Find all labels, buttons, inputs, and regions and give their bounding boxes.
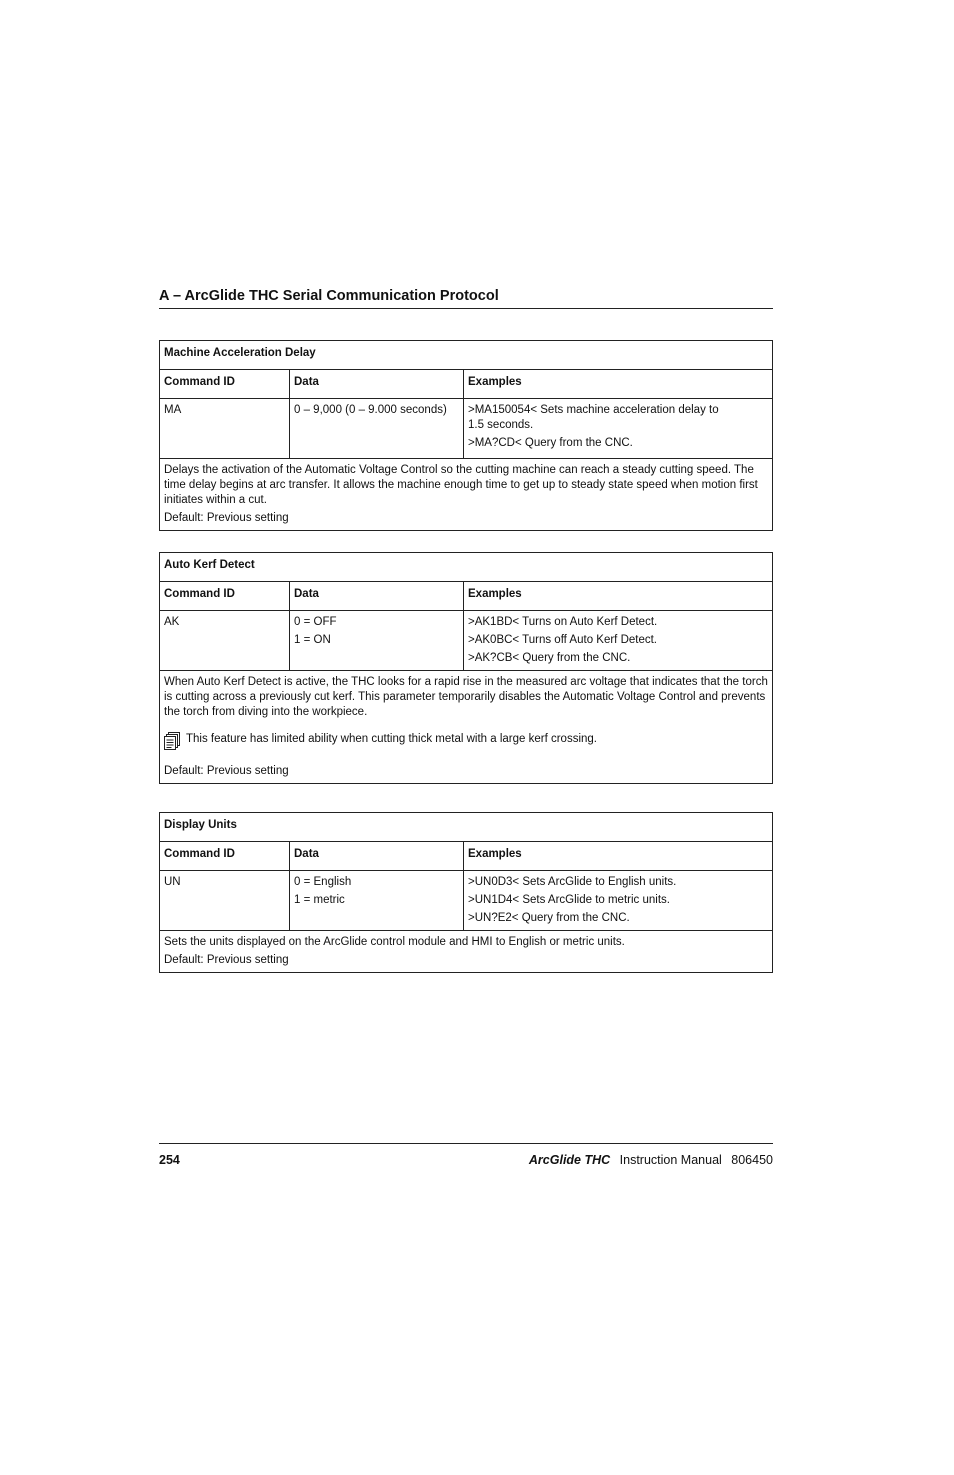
examples-cell [464,871,773,931]
page-number: 254 [159,1153,180,1167]
header-examples: Examples [464,582,773,611]
default-text: Default: Previous setting [164,765,289,777]
description-text: Delays the activation of the Automatic Voltage Control so the cutting machine can reach a steady cutting speed. The time delay begins at arc transfer. It allows the machine enough time to get up to steady state speed when motion first initiates within a cut. [164,464,758,506]
table-machine-acceleration-delay [159,340,773,531]
table-title: Display Units [160,813,773,842]
command-id-cell: MA [160,399,290,459]
header-command-id: Command ID [160,842,290,871]
default-text: Default: Previous setting [164,954,289,966]
table-auto-kerf-detect [159,552,773,784]
example-line: >AK?CB< Query from the CNC. [468,652,631,664]
example-line: >UN?E2< Query from the CNC. [468,912,630,924]
section-title: A – ArcGlide THC Serial Communication Protocol [159,288,499,304]
data-cell [290,399,464,459]
example-line: >AK0BC< Turns off Auto Kerf Detect. [468,634,658,646]
example-line: >MA150054< Sets machine acceleration delay to 1.5 seconds. [468,404,719,431]
data-cell [290,611,464,671]
header-examples: Examples [464,842,773,871]
example-line: >UN1D4< Sets ArcGlide to metric units. [468,894,670,906]
header-data: Data [290,842,464,871]
table-display-units [159,812,773,973]
page-footer [159,1143,773,1167]
description-cell [160,931,773,973]
example-line: >UN0D3< Sets ArcGlide to English units. [468,876,677,888]
description-cell [160,671,773,784]
examples-cell [464,611,773,671]
data-value: 0 – 9,000 (0 – 9.000 seconds) [294,404,447,416]
data-cell [290,871,464,931]
command-id-cell: UN [160,871,290,931]
data-value: 1 = metric [294,894,345,906]
default-text: Default: Previous setting [164,512,289,524]
header-command-id: Command ID [160,582,290,611]
part-number: 806450 [731,1153,773,1167]
product-name: ArcGlide THC [528,1153,611,1167]
command-id-cell: AK [160,611,290,671]
description-cell [160,459,773,531]
note-text: This feature has limited ability when cutting thick metal with a large kerf crossing. [186,733,597,745]
example-line: >AK1BD< Turns on Auto Kerf Detect. [468,616,658,628]
data-value: 1 = ON [294,634,331,646]
header-data: Data [290,582,464,611]
header-examples: Examples [464,370,773,399]
note-icon [164,732,180,750]
note [164,732,768,750]
page-header [159,288,773,309]
data-value: 0 = English [294,876,352,888]
description-text: Sets the units displayed on the ArcGlide control module and HMI to English or metric units. [164,936,625,948]
data-value: 0 = OFF [294,616,337,628]
footer-title [523,1153,773,1167]
table-title: Auto Kerf Detect [160,553,773,582]
header-data: Data [290,370,464,399]
header-command-id: Command ID [160,370,290,399]
examples-cell [464,399,773,459]
manual-label: Instruction Manual [619,1153,722,1167]
table-title: Machine Acceleration Delay [160,341,773,370]
description-text: When Auto Kerf Detect is active, the THC looks for a rapid rise in the measured arc voltage that indicates that the torch is cutting across a previously cut kerf. This parameter temporarily disables the Automatic Voltage Control and prevents the torch from diving into the workpiece. [164,676,768,718]
example-line: >MA?CD< Query from the CNC. [468,437,633,449]
